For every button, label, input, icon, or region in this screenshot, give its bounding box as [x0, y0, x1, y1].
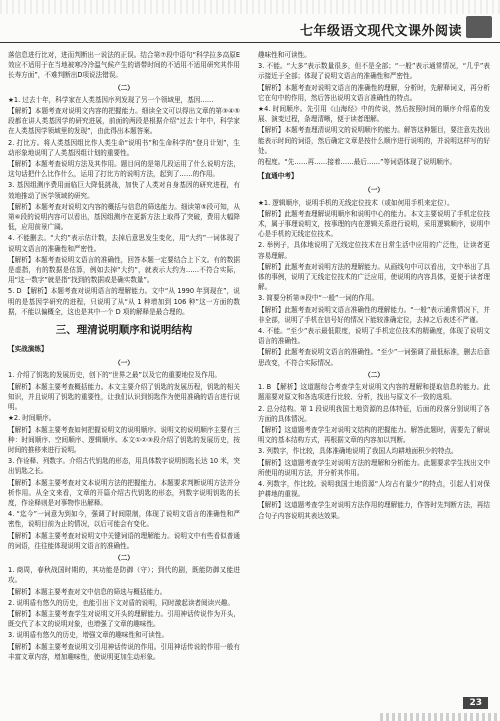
answer-item: ★2. 时间顺序。: [8, 414, 56, 423]
analysis: 【解析】本题主要考查对文中信息的筛选与概括能力。: [8, 587, 167, 596]
answer-item: 2. 打比方。将人类基因组比作人类生命“说明书”和生命科学的“登月计划”，生动形象地说明了人类基因组计划的重要性。: [8, 138, 240, 157]
analysis: 【解析】本题考查说明文语言的准确性，回答本题一定要结合上下文。有的数据是虚指，有的数据是估算，例如去掉“大约”，就表示大约为……不符合实际，用“这一数字”就是指“找到的数据或是确实数量”。: [8, 255, 240, 285]
analysis: 【解析】本题考查对说明文内容的概括与信息的筛选能力。细读第⑤段可知，从第⑥段的说明内容可以看出，基因组测序在更新方法上取得了突破，费用大幅降低，应用前景广阔。: [8, 202, 240, 232]
top-decoration: [0, 0, 500, 14]
answer-item: 1. B 【解析】这道题综合考查学生对说明文内容的理解和提取信息的能力。此题需要对原文和各选项进行比较、分析，找出与原文不一致的选项。: [258, 383, 490, 402]
answer-item: ★1. 逻辑顺序，说明手机的无线定位技术（或如何用手机来定位）。: [258, 198, 454, 207]
paragraph: 落信息进行比对，进而判断出一说法的正误。结合第⑦段中语句“科学拉多高原E效应不适用于在当地被寒冷冷温气候产生的谱带时间的不适用不适用研究其作用长寿方面”，不难判断出D项说法错误。: [8, 51, 240, 80]
analysis: 【解析】此题考查理解说明顺序和说明中心的能力。本文主要说明了手机定位技术，属于事理说明文，按事理的内在逻辑关系进行说明，采用逻辑顺序，说明中心是手机的无线定位技术。: [258, 209, 490, 239]
answer-item: 2. 举例子，具体地说明了无线定位技术在日常生活中应用的广泛性，让读者更容易理解。: [258, 241, 490, 260]
subsection-heading: （二）: [114, 553, 134, 562]
analysis: 【解析】这道题考查学生对说明方法作用的理解能力，作答时先判断方法，再结合句子内容说明其表达效果。: [258, 501, 490, 520]
answer-item: 5. D 【解析】本题考查对说明语言的理解能力。文中“从 1990 年到现在”，说明的是基因学研究的进程，只说明了从“从 1 种增加到 106 种”这一方面的数据，不能以偏概全，这也是其中一个 D 项的解释是最合理的。: [8, 287, 240, 316]
analysis: 【解析】本题考查对说明文内容的把握能力。细读全文可以得出文章的第③④⑤段都在讲人类基因学的研究进展，前面的两段是根据介绍“过去十年中，科学家在人类基因学领域里的发现”，由此得出本题答案。: [8, 107, 240, 136]
answer-item: 3. 说明盾有悠久的历史，增强文章的趣味性和可读性。: [8, 631, 169, 640]
answer-item: 3. 作诠释、列数字。介绍古代钥匙的形态，用具体数字说明钥匙长达 10 米，突出钥匙之长。: [8, 457, 240, 476]
paragraph: 趣味性和可读性。: [258, 51, 311, 59]
analysis: 【解析】本题考查对说明文语言的准确性的理解，分析时，先解释词义，再分析它在句中的作用，然后答出说明文语言准确性的特点。: [258, 83, 490, 102]
answer-item: ★4. 时间顺序。先引用《山海经》中的传说，然后按照时间的顺序介绍盾的发展、演变过程，条理清晰，便于读者理解。: [258, 105, 490, 124]
analysis: 【解析】本题主要考查如何把握说明文的说明顺序。说明文的说明顺序主要有三种：时间顺序、空间顺序、逻辑顺序。本文①②③段介绍了钥匙的发展历史，按时间的推移来进行说明。: [8, 425, 240, 454]
header-corner-image: [466, 16, 492, 38]
answer-item: 3. 简要分析第③段中“一般”一词的作用。: [258, 294, 379, 303]
analysis: 【解析】此题考查对说明方法的理解能力。从画线句中可以看出，文中举出了具体的事例，说明了无线定位技术的广泛应用，使说明的内容具体，更便于读者理解。: [258, 262, 490, 292]
analysis: 【解析】本题主要考查概括能力。本文主要介绍了钥匙的发展历程，钥匙的相关知识，并且说明了钥匙的重要性，让我们认识到钥匙作为使用准确的语言进行说明。: [8, 382, 240, 412]
answer-item: 3. 列数字，作比较，具体准确地说明了我国人均耕地面积少的特点。: [258, 447, 458, 456]
answer-item: 4. 列数字，作比较。说明我国土地资源“人均占有量少”的特点，引起人们对保护耕地的重视。: [258, 479, 490, 499]
subsection-heading: （一）: [114, 359, 134, 368]
subsection-heading: （一）: [364, 186, 384, 195]
analysis: 【解析】本题主要考查说明文引用神话传说的作用。引用神话传说的作用一般有丰富文章内容，增加趣味性，使说明更加生动形象。: [8, 642, 240, 661]
subsection-heading: （二）: [114, 83, 134, 92]
page-header-title: 七年级语文现代文课外阅读: [299, 24, 462, 39]
answer-item: ★1. 过去十年，科学家在人类基因序列发现了另一个领域里，基因……: [8, 95, 214, 104]
analysis: 【解析】此题考查说明文语言的准确性。“至少”一词强调了最低标准，删去后意思改变，不符合实际情况。: [258, 348, 490, 367]
page-number: 23: [463, 697, 488, 709]
answer-item: 1. 介绍了钥匙的发展历史，创下的“世界之最”以及它的重要地位及作用。: [8, 371, 222, 380]
left-column: [8, 50, 240, 690]
subsection-heading: （二）: [364, 370, 384, 379]
answer-item: 3. 不能。“大多”表示数量很多，但不是全部；“一般”表示通常情况，“几乎”表示接近于全部；体现了说明文语言的准确性和严密性。: [258, 62, 490, 81]
footer-decoration: [380, 713, 500, 721]
answer-item: 4. 不能删去。“大约”表示估计数，去掉后意思发生变化，用“大约”一词体现了说明文语言的准确性和严密性。: [8, 234, 240, 253]
right-column: [258, 50, 490, 690]
answer-item: 4. 不能。“至少”表示最低限度，说明了手机定位技术的精确度，体现了说明文语言的准确性。: [258, 327, 490, 346]
answer-item: 2. 总分结构。第 1 段说明我国土地资源的总体特征，后面的段落分别说明了各方面的具体情况。: [258, 404, 490, 423]
analysis: 【解析】此题考查对说明文语言准确性的理解能力。“一般”表示通常情况下，并非全部，说明了手机在信号好的情况下能较准确定位，去掉之后表述不严谨。: [258, 305, 490, 324]
answer-item: 1. 商周，春秋战国时期的，其功能是防御（守）；到代的剧，既能防御又能进攻。: [8, 566, 240, 585]
analysis: 【解析】本题考查理清说明文的说明顺序的能力。解答这种题目，要注意先找出能表示时间的词语，然后确定文章是按什么顺序进行说明的，并说明这样写的好处。: [258, 126, 490, 155]
analysis: 【解析】本题主要考查对说明文中关键词语的理解能力。说明文中有些看似普通的词语，往往能体现说明文语言的准确性。: [8, 531, 240, 550]
analysis: 【解析】本题考查说明方法及其作用。题目问的是第几段运用了什么说明方法，这句话把什么比作什么，运用了打比方的说明方法，起到了……的作用。: [8, 160, 240, 179]
practice-label: 【实战演练】: [8, 345, 48, 354]
analysis: 【解析】本题主要考查学生对说明文开头的理解能力。引用神话传说作为开头，既交代了本文的说明对象，也增强了文章的趣味性。: [8, 609, 240, 629]
analysis: 【解析】本题主要考查对文本说明方法的把握能力。本题要求判断说明方法并分析作用。从全文来看，文章的开篇介绍古代钥匙的形态，列数字说明钥匙的长度，作诠释则是对事物作出解释。: [8, 478, 240, 507]
answer-item: 4. “迄今”一词意为到如今，强调了时间限制，体现了说明文语言的准确性和严密性，说明目前为止的情况，以后可能会有变化。: [8, 510, 240, 529]
direct-exam-label: 【直通中考】: [258, 172, 298, 181]
answer-item: 3. 基因组测序费用面临巨大降低挑战，加快了人类对自身基因的研究进程，有效地推动了医学领域的研究。: [8, 181, 240, 200]
section-title: 三、理清说明顺序和说明结构: [55, 324, 193, 337]
analysis: 【解析】这道题考查学生对说明方法的理解和分析能力。此题要求学生找出文中所使用的说明方法，并分析其作用。: [258, 458, 490, 477]
analysis: 【解析】这道题考查学生对说明文结构的把握能力。解答此题时，需要先了解说明文的基本结构方式，再根据文章的内容加以判断。: [258, 425, 490, 445]
header-divider: [0, 42, 500, 43]
analysis: 的程度。“先……再……接着……最后……”等词语体现了说明顺序。: [258, 158, 457, 167]
answer-item: 2. 说明盾有悠久的历史，也能引出下文对盾的说明，同时激起读者阅读兴趣。: [8, 598, 234, 607]
